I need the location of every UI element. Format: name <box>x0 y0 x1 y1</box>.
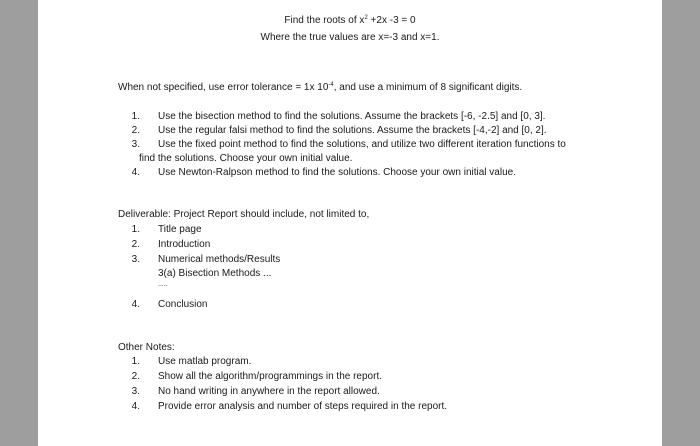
task-text: Use the regular falsi method to find the solutions. Assume the brackets [-4,-2] and [0, 2]. <box>158 125 547 136</box>
task-number: 3. <box>131 139 140 150</box>
task-text-continued: find the solutions. Choose your own initial value. <box>139 153 353 164</box>
task-number: 2. <box>131 125 140 136</box>
document-page <box>38 0 662 446</box>
problem-subtitle: Where the true values are x=-3 and x=1. <box>260 32 440 43</box>
intro-text: When not specified, use error tolerance = 1x $10^{-4}$, and use a minimum of 8 significant digits. <box>118 82 523 93</box>
task-text: Use the bisection method to find the solutions. Assume the brackets [-6, -2.5] and [0, 3]. <box>158 111 546 122</box>
note-item: No hand writing in anywhere in the report allowed. <box>158 386 380 397</box>
deliverable-item: Introduction <box>158 239 211 250</box>
problem-title: Find the roots of $x^2 +2x$ -3 = 0 <box>284 15 416 26</box>
deliverable-item: Title page <box>158 224 202 235</box>
note-number: 2. <box>131 371 140 382</box>
task-text: Use the fixed point method to find the solutions, and utilize two different iteration functions to <box>158 139 566 150</box>
deliverable-heading: Deliverable: Project Report should include, not limited to, <box>118 209 370 220</box>
deliverable-item: Conclusion <box>158 299 208 310</box>
note-item: Show all the algorithm/programmings in the report. <box>158 371 382 382</box>
deliverable-subitem: 3(a) Bisection Methods ... <box>158 268 272 279</box>
notes-heading: Other Notes: <box>118 342 175 353</box>
deliverable-number: 4. <box>131 299 140 310</box>
note-number: 1. <box>131 356 140 367</box>
deliverable-number: 3. <box>131 254 140 265</box>
note-item: Provide error analysis and number of steps required in the report. <box>158 401 448 412</box>
deliverable-number: 1. <box>131 224 140 235</box>
deliverable-item: Numerical methods/Results <box>158 254 281 265</box>
right-margin-bar <box>662 0 700 446</box>
note-number: 4. <box>131 401 140 412</box>
note-item: Use matlab program. <box>158 356 252 367</box>
deliverable-ellipsis: ..... <box>158 281 168 288</box>
task-number: 4. <box>131 167 140 178</box>
note-number: 3. <box>131 386 140 397</box>
task-number: 1. <box>131 111 140 122</box>
left-margin-bar <box>0 0 38 446</box>
deliverable-number: 2. <box>131 239 140 250</box>
task-text: Use Newton-Ralpson method to find the solutions. Choose your own initial value. <box>158 167 516 178</box>
